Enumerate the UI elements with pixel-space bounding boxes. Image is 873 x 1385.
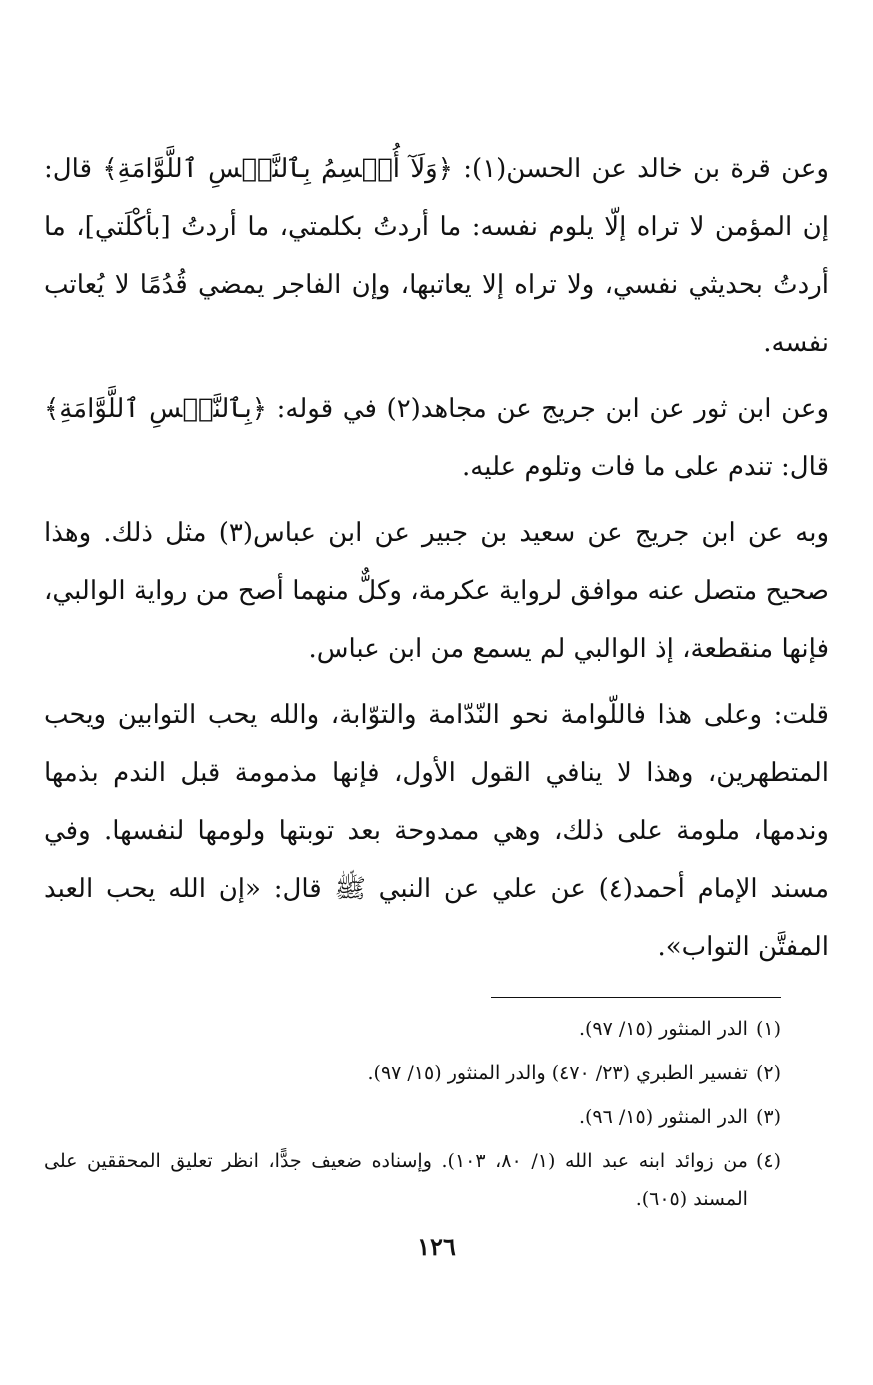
footnote-2 xyxy=(44,1054,781,1092)
paragraph-3: وبه عن ابن جريج عن سعيد بن جبير عن ابن عباس(٣) مثل ذلك. وهذا صحيح متصل عنه موافق لرواية عكرمة، وكلٌّ منهما أصح من رواية الوالبي، فإنها منقطعة، إذ الوالبي لم يسمع من ابن عباس. xyxy=(44,518,829,664)
footnote-text: الدر المنثور (١٥/ ٩٧). xyxy=(578,1018,748,1040)
page-number: ١٢٦ xyxy=(417,1232,456,1261)
footnote-1 xyxy=(44,1010,781,1048)
main-text xyxy=(44,140,829,976)
footnote-4 xyxy=(44,1142,781,1218)
footnote-number: (٣) xyxy=(755,1106,781,1128)
paragraph-4: قلت: وعلى هذا فاللّوامة نحو النّدّامة والتوّابة، والله يحب التوابين ويحب المتطهرين، وهذا لا ينافي القول الأول، فإنها مذمومة قبل الندم بذمها وندمها، ملومة على ذلك، وهي ممدوحة بعد توبتها ولومها لنفسها. وفي مسند الإمام أحمد(٤) عن علي عن النبي ﷺ قال: «إن الله يحب العبد المفتَّن التواب». xyxy=(44,700,829,962)
footnote-number: (٤) xyxy=(755,1150,781,1172)
paragraph-1: وعن قرة بن خالد عن الحسن(١): ﴿وَلَآ أُقۡسِمُ بِٱلنَّفۡسِ ٱللَّوَّامَةِ﴾ قال: إن المؤمن لا تراه إلّا يلوم نفسه: ما أردتُ بكلمتي، ما أردتُ [بأكْلَتي]، ما أردتُ بحديثي نفسي، ولا تراه إلا يعاتبها، وإن الفاجر يمضي قُدُمًا لا يُعاتب نفسه. xyxy=(44,154,829,358)
footnote-number: (١) xyxy=(755,1018,781,1040)
footnote-number: (٢) xyxy=(755,1062,781,1084)
footnote-3 xyxy=(44,1098,781,1136)
footnotes xyxy=(44,1010,781,1224)
footnote-text: من زوائد ابنه عبد الله (١/ ٨٠، ١٠٣). وإسناده ضعيف جدًّا، انظر تعليق المحققين على المسند (٦٠٥). xyxy=(44,1150,748,1210)
paragraph-2: وعن ابن ثور عن ابن جريج عن مجاهد(٢) في قوله: ﴿بِٱلنَّفۡسِ ٱللَّوَّامَةِ﴾ قال: تندم على ما فات وتلوم عليه. xyxy=(44,394,829,482)
footnote-text: الدر المنثور (١٥/ ٩٦). xyxy=(578,1106,748,1128)
footnote-text: تفسير الطبري (٢٣/ ٤٧٠) والدر المنثور (١٥/ ٩٧). xyxy=(367,1062,748,1084)
footnote-divider xyxy=(491,997,781,998)
